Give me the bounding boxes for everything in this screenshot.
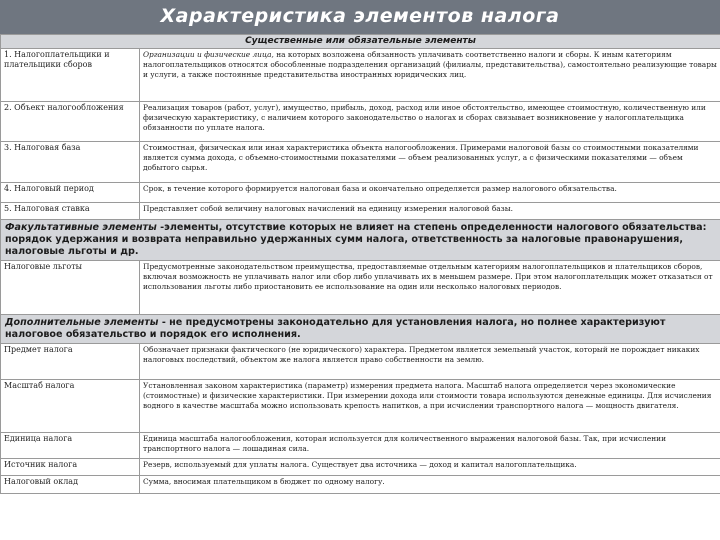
optional-heading bbox=[1, 220, 720, 261]
row-label: Предмет налога bbox=[1, 344, 140, 380]
table-row bbox=[1, 344, 720, 380]
elements-table bbox=[0, 34, 720, 494]
row-label: Единица налога bbox=[1, 433, 140, 459]
table-row bbox=[1, 183, 720, 203]
row-label: Масштаб налога bbox=[1, 380, 140, 433]
table-row bbox=[1, 476, 720, 494]
row-description: Реализация товаров (работ, услуг), имущество, прибыль, доход, расход или иное обстоятельство, имеющее стоимостную, количественную или физическую характеристику, с наличием которого законодательство о налогах и сборах связывает возникновение у налогоплательщика обязанности по уплате налога. bbox=[140, 102, 720, 142]
row-description: Стоимостная, физическая или иная характеристика объекта налогообложения. Примерами налоговой базы со стоимостными показателями является сумма дохода, с объемно-стоимостными показателями — объем реализованных услуг, а с физическими показателями — объем добытого сырья. bbox=[140, 142, 720, 183]
row-description: Обозначает признаки фактического (не юридического) характера. Предметом является земельный участок, который не порождает никаких налоговых последствий, объектом же налога является право собственности на землю. bbox=[140, 344, 720, 380]
slide-title: Характеристика элементов налога bbox=[0, 0, 720, 34]
table-row bbox=[1, 203, 720, 220]
additional-heading bbox=[1, 315, 720, 344]
row-label: Налоговый оклад bbox=[1, 476, 140, 494]
row-description: Предусмотренные законодательством преимущества, предоставляемые отдельным категориям налогоплательщиков и плательщиков сборов, включая возможность не уплачивать налог или сбор либо уплачивать их в меньшем размере. При этом налогоплательщик может отказаться от использования льготы либо приостановить ее использование на один или несколько налоговых периодов. bbox=[140, 261, 720, 315]
row-label: Налоговые льготы bbox=[1, 261, 140, 315]
optional-heading-row bbox=[1, 220, 720, 261]
table-row bbox=[1, 142, 720, 183]
table-row bbox=[1, 102, 720, 142]
additional-heading-row bbox=[1, 315, 720, 344]
row-label: Источник налога bbox=[1, 459, 140, 476]
row-text: на которых возложена обязанность уплачивать соответственно налоги и сборы. К иным категориям налогоплательщиков относятся обособленные подразделения организаций (филиалы, представительства), самостоятельно реализующие товары и услуги, а также постоянные представительства иностранных юридических лиц. bbox=[143, 50, 717, 79]
row-label: 4. Налоговый период bbox=[1, 183, 140, 203]
additional-heading-text: - не предусмотрены законодательно для установления налога, но полнее характеризуют налоговое обязательство и порядок его исполнения. bbox=[5, 317, 666, 340]
row-label: 2. Объект налогообложения bbox=[1, 102, 140, 142]
row-description: Срок, в течение которого формируется налоговая база и окончательно определяется размер налогового обязательства. bbox=[140, 183, 720, 203]
table-row bbox=[1, 261, 720, 315]
optional-heading-lead: Факультативные элементы bbox=[5, 222, 157, 233]
optional-heading-text: -элементы, отсутствие которых не влияет на степень определенности налогового обязательства: порядок удержания и возврата неправильно удержанных сумм налога, ответственность за налоговые правонарушения, налоговые льготы и др. bbox=[5, 222, 707, 257]
row-label: 3. Налоговая база bbox=[1, 142, 140, 183]
essential-heading: Существенные или обязательные элементы bbox=[1, 35, 720, 49]
row-label: 5. Налоговая ставка bbox=[1, 203, 140, 220]
additional-heading-lead: Дополнительные элементы bbox=[5, 317, 159, 328]
row-description bbox=[140, 49, 720, 102]
row-description: Единица масштаба налогообложения, которая используется для количественного выражения налоговой базы. Так, при исчислении транспортного налога — лошадиная сила. bbox=[140, 433, 720, 459]
table-row bbox=[1, 433, 720, 459]
row-description: Установленная законом характеристика (параметр) измерения предмета налога. Масштаб налога определяется через экономические (стоимостные) и физические характеристики. При измерении дохода или стоимости товара используются денежные единицы. Для исчисления водного в качестве масштаба можно использовать крепость напитков, а при исчислении транспортного налога — мощность двигателя. bbox=[140, 380, 720, 433]
table-row bbox=[1, 49, 720, 102]
row-label: 1. Налогоплательщики и плательщики сборов bbox=[1, 49, 140, 102]
table-row bbox=[1, 380, 720, 433]
row-description: Сумма, вносимая плательщиком в бюджет по одному налогу. bbox=[140, 476, 720, 494]
row-lead: Организации и физические лица, bbox=[143, 50, 274, 59]
row-description: Резерв, используемый для уплаты налога. Существует два источника — доход и капитал налогоплательщика. bbox=[140, 459, 720, 476]
row-description: Представляет собой величину налоговых начислений на единицу измерения налоговой базы. bbox=[140, 203, 720, 220]
table-row bbox=[1, 459, 720, 476]
essential-heading-row bbox=[1, 35, 720, 49]
